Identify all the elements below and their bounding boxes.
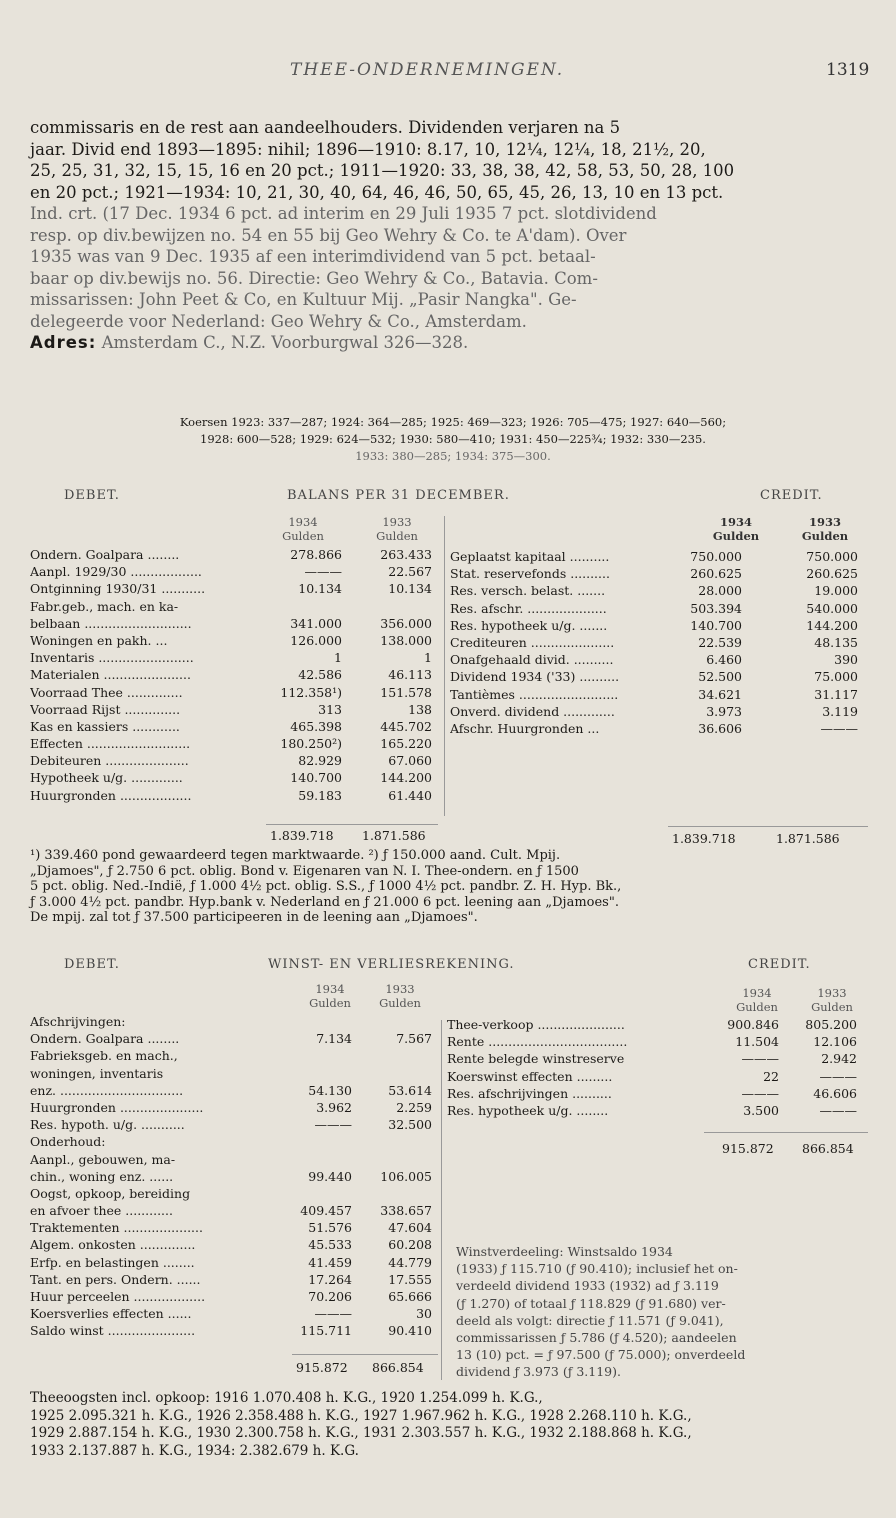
row-value-1933: 338.657 — [380, 1203, 432, 1219]
row-value-1933: 750.000 — [806, 549, 858, 564]
table-row — [447, 1085, 867, 1102]
row-value-1934: ——— — [314, 1117, 352, 1133]
row-label: Voorraad Rijst .............. — [30, 701, 181, 717]
pl-debit-col-1933: 1933 Gulden — [379, 982, 421, 1010]
row-value-1933: 60.208 — [388, 1237, 432, 1253]
row-label: Algem. onkosten .............. — [30, 1237, 196, 1253]
balance-footnotes — [30, 848, 878, 926]
balance-debit-col-1934: 1934 Gulden — [282, 515, 324, 543]
row-label: Effecten .......................... — [30, 736, 191, 752]
row-label: Hypotheek u/g. ............. — [30, 770, 183, 786]
row-label: Res. afschr. .................... — [450, 600, 607, 616]
table-row — [447, 1102, 867, 1119]
row-value-1934: 45.533 — [308, 1237, 352, 1253]
row-label: Res. hypotheek u/g. ........ — [447, 1102, 609, 1118]
table-row — [30, 1013, 440, 1030]
table-row — [450, 548, 868, 565]
pl-debit-col-1934: 1934 Gulden — [309, 982, 351, 1010]
para-line: missarissen: John Peet & Co, en Kultuur Mij. „Pasir Nangka". Ge- — [30, 290, 577, 309]
row-label: Inventaris ........................ — [30, 650, 194, 666]
table-row — [450, 565, 868, 582]
row-label: Materialen ...................... — [30, 667, 191, 683]
row-label: enz. ............................... — [30, 1082, 184, 1098]
para-line: 25, 25, 31, 32, 15, 15, 16 en 20 pct.; 1911—1920: 33, 38, 38, 42, 58, 53, 50, 28, 100 — [30, 161, 735, 180]
table-row — [30, 1185, 440, 1202]
table-row — [30, 752, 440, 769]
row-value-1933: 46.113 — [388, 667, 432, 683]
row-value-1934: 22.539 — [698, 634, 742, 650]
pl-credit-rule — [704, 1132, 868, 1133]
table-row — [30, 769, 440, 786]
row-value-1933: 3.119 — [822, 703, 858, 719]
row-label: Oogst, opkoop, bereiding — [30, 1185, 191, 1201]
table-row — [30, 580, 440, 597]
row-label: Res. versch. belast. ....... — [450, 583, 606, 599]
row-value-1934: 70.206 — [308, 1289, 352, 1304]
harvest-line: 1925 2.095.321 h. K.G., 1926 2.358.488 h. K.G., 1927 1.967.962 h. K.G., 1928 2.268.110 h. K.G., — [30, 1407, 692, 1424]
row-value-1934: 140.700 — [690, 617, 742, 633]
distribution-line: deeld als volgt: directie ƒ 11.571 (ƒ 9.041), — [456, 1312, 724, 1328]
pl-title: WINST- EN VERLIESREKENING. — [268, 957, 515, 972]
address-label: Adres: — [30, 333, 97, 352]
harvest-line: 1933 2.137.887 h. K.G., 1934: 2.382.679 h. K.G. — [30, 1442, 359, 1459]
row-label: Fabr.geb., mach. en ka- — [30, 598, 179, 614]
distribution-line: verdeeld dividend 1933 (1932) ad ƒ 3.119 — [456, 1278, 719, 1294]
row-label: Traktementen .................... — [30, 1220, 203, 1236]
table-row — [30, 1305, 440, 1322]
table-row — [450, 651, 868, 668]
prices-line: 1928: 600—528; 1929: 624—532; 1930: 580—410; 1931: 450—225¾; 1932: 330—235. — [200, 432, 706, 446]
table-row — [30, 1219, 440, 1236]
row-value-1933: 263.433 — [380, 547, 432, 562]
table-row — [30, 1322, 440, 1339]
row-value-1933: 540.000 — [806, 600, 858, 616]
row-value-1933: 12.106 — [813, 1034, 857, 1050]
row-value-1933: 144.200 — [380, 770, 432, 786]
balance-credit-rule — [668, 826, 868, 827]
table-row — [30, 1030, 440, 1047]
table-row — [30, 684, 440, 701]
table-row — [30, 598, 440, 615]
balance-divider — [444, 516, 445, 816]
table-row — [30, 1236, 440, 1253]
row-value-1933: 53.614 — [388, 1082, 432, 1098]
harvest-line: Theeoogsten incl. opkoop: 1916 1.070.408 h. K.G., 1920 1.254.099 h. K.G., — [30, 1390, 543, 1406]
row-value-1934: 140.700 — [290, 770, 342, 786]
pl-credit-total-1933: 866.854 — [802, 1141, 854, 1156]
running-title: THEE-ONDERNEMINGEN. — [290, 60, 565, 80]
row-value-1933: 17.555 — [388, 1271, 432, 1287]
page-header — [0, 60, 896, 88]
row-value-1933: 2.942 — [821, 1051, 857, 1067]
row-value-1933: 10.134 — [388, 581, 432, 597]
table-row — [30, 1065, 440, 1082]
table-row — [30, 701, 440, 718]
table-row — [450, 600, 868, 617]
table-row — [447, 1016, 867, 1033]
footnote-line: 5 pct. oblig. Ned.-Indië, ƒ 1.000 4½ pct. oblig. S.S., ƒ 1000 4½ pct. pandbr. Z. H. Hyp. Bk., — [30, 879, 622, 894]
balance-debit-rule — [266, 824, 438, 825]
para-line: 1935 was van 9 Dec. 1935 af een interimdividend van 5 pct. betaal- — [30, 247, 596, 266]
row-label: Res. hypotheek u/g. ....... — [450, 617, 608, 633]
row-value-1934: 11.504 — [735, 1034, 779, 1050]
row-value-1934: 99.440 — [308, 1168, 352, 1184]
pl-debit-table — [30, 1013, 440, 1340]
row-value-1934: 3.500 — [743, 1102, 779, 1118]
row-value-1934: 36.606 — [698, 720, 742, 736]
row-value-1934: 28.000 — [698, 583, 742, 599]
row-value-1934: 1 — [334, 650, 342, 666]
page-number: 1319 — [826, 60, 870, 80]
row-value-1933: 260.625 — [806, 566, 858, 582]
row-value-1933: 390 — [834, 652, 858, 668]
table-row — [30, 1116, 440, 1133]
table-row — [30, 1082, 440, 1099]
balance-debit-table — [30, 546, 440, 804]
row-value-1933: 144.200 — [806, 617, 858, 633]
row-value-1934: 126.000 — [290, 632, 342, 648]
table-row — [447, 1050, 867, 1067]
row-value-1934: 82.929 — [298, 753, 342, 769]
prices-line: Koersen 1923: 337—287; 1924: 364—285; 1925: 469—323; 1926: 705—475; 1927: 640—560; — [179, 415, 727, 429]
row-value-1934: 52.500 — [698, 669, 742, 685]
row-value-1934: 42.586 — [298, 667, 342, 683]
footnote-line: „Djamoes", ƒ 2.750 6 pct. oblig. Bond v. Eigenaren van N. I. Thee-ondern. en ƒ 1500 — [30, 863, 579, 879]
row-value-1934: ——— — [304, 564, 342, 580]
table-row — [30, 718, 440, 735]
pl-credit-label: CREDIT. — [748, 957, 811, 972]
balance-debit-col-1933: 1933 Gulden — [376, 515, 418, 543]
row-value-1934: 115.711 — [300, 1323, 352, 1339]
row-value-1934: 7.134 — [316, 1031, 352, 1047]
row-label: Aanpl. 1929/30 .................. — [30, 564, 202, 580]
row-value-1933: 356.000 — [380, 615, 432, 631]
row-value-1933: 805.200 — [805, 1017, 857, 1032]
row-label: Onafgehaald divid. .......... — [450, 652, 614, 668]
row-value-1934: 17.264 — [308, 1271, 352, 1287]
table-row — [30, 1271, 440, 1288]
row-value-1933: ——— — [819, 1102, 857, 1118]
row-value-1933: 32.500 — [388, 1117, 432, 1133]
table-row — [30, 632, 440, 649]
row-value-1933: 48.135 — [814, 634, 858, 650]
row-label: Koersverlies effecten ...... — [30, 1306, 192, 1322]
balance-credit-col-1933: 1933 Gulden — [801, 515, 849, 543]
table-row — [30, 1133, 440, 1150]
row-value-1934: 341.000 — [290, 615, 342, 631]
row-label: Aanpl., gebouwen, ma- — [30, 1151, 176, 1167]
row-label: Onderhoud: — [30, 1134, 106, 1150]
address-text: Amsterdam C., N.Z. Voorburgwal 326—328. — [101, 333, 469, 352]
table-row — [30, 649, 440, 666]
table-row — [450, 617, 868, 634]
row-value-1934: ——— — [741, 1051, 779, 1067]
row-label: Ondern. Goalpara ........ — [30, 547, 180, 562]
balance-credit-col-1934: 1934 Gulden — [712, 515, 760, 543]
pl-debet-label: DEBET. — [64, 957, 120, 972]
table-row — [450, 668, 868, 685]
para-line: baar op div.bewijs no. 56. Directie: Geo Wehry & Co., Batavia. Com- — [30, 268, 598, 288]
row-value-1934: 59.183 — [298, 787, 342, 803]
row-label: Ontginning 1930/31 ........... — [30, 581, 206, 597]
row-value-1934: 41.459 — [308, 1254, 352, 1270]
row-label: Ondern. Goalpara ........ — [30, 1031, 180, 1047]
pl-debit-total-1934: 915.872 — [296, 1360, 348, 1375]
table-row — [447, 1033, 867, 1050]
tea-harvests — [30, 1390, 878, 1460]
share-prices — [48, 414, 858, 465]
row-label: belbaan ........................... — [30, 615, 192, 631]
row-label: Res. afschrijvingen .......... — [447, 1085, 612, 1101]
row-value-1933: 138 — [408, 701, 432, 717]
table-row — [30, 1202, 440, 1219]
row-label: Tantièmes ......................... — [450, 686, 619, 702]
table-row — [30, 1047, 440, 1064]
row-value-1934: 750.000 — [690, 549, 742, 564]
distribution-line: dividend ƒ 3.973 (ƒ 3.119). — [456, 1364, 621, 1380]
row-label: Rente belegde winstreserve — [447, 1051, 625, 1067]
table-row — [30, 735, 440, 752]
distribution-line: (1933) ƒ 115.710 (ƒ 90.410); inclusief het on- — [456, 1261, 738, 1277]
table-row — [447, 1068, 867, 1085]
address-line — [30, 332, 870, 354]
table-row — [450, 720, 868, 737]
balance-credit-label: CREDIT. — [760, 488, 823, 503]
row-label: Huur perceelen .................. — [30, 1289, 206, 1304]
balance-credit-total-1933: 1.871.586 — [776, 831, 840, 846]
row-value-1933: 165.220 — [380, 736, 432, 752]
table-row — [30, 615, 440, 632]
row-value-1934: 3.962 — [316, 1099, 352, 1115]
row-value-1934: 112.358¹) — [280, 684, 342, 700]
footnote-line: ¹) 339.460 pond gewaardeerd tegen marktwaarde. ²) ƒ 150.000 aand. Cult. Mpij. — [30, 848, 561, 863]
footnote-line: ƒ 3.000 4½ pct. pandbr. Hyp.bank v. Nederland en ƒ 21.000 6 pct. leening aan „Djamoes". — [30, 894, 619, 910]
table-row — [30, 1099, 440, 1116]
row-label: Koerswinst effecten ......... — [447, 1068, 613, 1084]
table-row — [450, 703, 868, 720]
row-value-1933: 106.005 — [380, 1168, 432, 1184]
row-value-1934: 313 — [318, 701, 342, 717]
row-label: Res. hypoth. u/g. ........... — [30, 1117, 185, 1133]
pl-credit-col-1933: 1933 Gulden — [811, 986, 853, 1014]
balance-debit-total-1934: 1.839.718 — [270, 828, 334, 843]
row-value-1933: ——— — [819, 1068, 857, 1084]
profit-distribution — [456, 1243, 876, 1381]
row-value-1933: 138.000 — [380, 632, 432, 648]
row-label: Afschrijvingen: — [30, 1014, 126, 1029]
row-value-1934: 22 — [763, 1068, 779, 1084]
row-value-1933: 30 — [416, 1306, 432, 1322]
pl-credit-col-1934: 1934 Gulden — [736, 986, 778, 1014]
row-value-1934: 54.130 — [308, 1082, 352, 1098]
row-value-1933: 44.779 — [388, 1254, 432, 1270]
row-label: Huurgronden ..................... — [30, 1099, 204, 1115]
row-value-1934: 260.625 — [690, 566, 742, 582]
table-row — [450, 634, 868, 651]
row-value-1933: 47.604 — [388, 1220, 432, 1236]
row-label: Woningen en pakh. ... — [30, 632, 168, 648]
prices-line: 1933: 380—285; 1934: 375—300. — [355, 449, 551, 463]
table-row — [30, 546, 440, 563]
row-value-1934: 180.250²) — [280, 736, 342, 752]
row-value-1933: 2.259 — [396, 1099, 432, 1115]
pl-debit-total-1933: 866.854 — [372, 1360, 424, 1375]
pl-divider — [441, 1020, 442, 1380]
harvest-line: 1929 2.887.154 h. K.G., 1930 2.300.758 h. K.G., 1931 2.303.557 h. K.G., 1932 2.188.868 h. K.G., — [30, 1425, 692, 1441]
row-label: Kas en kassiers ............ — [30, 718, 180, 734]
row-value-1934: ——— — [741, 1085, 779, 1101]
row-value-1933: 1 — [424, 650, 432, 666]
row-value-1933: 65.666 — [388, 1289, 432, 1304]
row-value-1934: 900.846 — [727, 1017, 779, 1032]
distribution-line: commissarissen ƒ 5.786 (ƒ 4.520); aandeelen — [456, 1330, 737, 1346]
row-label: Crediteuren ..................... — [450, 634, 615, 650]
table-row — [30, 563, 440, 580]
para-line: Ind. crt. (17 Dec. 1934 6 pct. ad interim en 29 Juli 1935 7 pct. slotdividend — [30, 204, 657, 223]
para-line: en 20 pct.; 1921—1934: 10, 21, 30, 40, 64, 46, 46, 50, 65, 45, 26, 13, 10 en 13 pct. — [30, 182, 724, 202]
balance-debet-label: DEBET. — [64, 488, 120, 503]
row-value-1933: ——— — [820, 720, 858, 736]
balance-title: BALANS PER 31 DECEMBER. — [287, 488, 510, 503]
row-value-1933: 7.567 — [396, 1031, 432, 1047]
row-value-1933: 67.060 — [388, 753, 432, 769]
pl-debit-rule — [292, 1354, 438, 1355]
row-label: Tant. en pers. Ondern. ...... — [30, 1271, 201, 1287]
table-row — [30, 666, 440, 683]
row-label: Thee-verkoop ...................... — [447, 1017, 625, 1032]
table-row — [30, 787, 440, 804]
row-label: Huurgronden .................. — [30, 787, 192, 803]
footnote-line: De mpij. zal tot ƒ 37.500 participeeren in de leening aan „Djamoes". — [30, 910, 478, 925]
row-value-1933: 445.702 — [380, 718, 432, 734]
row-label: Stat. reservefonds .......... — [450, 566, 610, 582]
row-label: Rente ................................... — [447, 1034, 628, 1050]
row-value-1934: 6.460 — [706, 652, 742, 668]
balance-credit-table — [450, 548, 868, 737]
table-row — [30, 1151, 440, 1168]
row-value-1933: 61.440 — [388, 787, 432, 803]
row-label: Fabrieksgeb. en mach., — [30, 1048, 178, 1064]
row-value-1934: 34.621 — [698, 686, 742, 702]
para-line: delegeerde voor Nederland: Geo Wehry & Co., Amsterdam. — [30, 311, 527, 331]
pl-credit-total-1934: 915.872 — [722, 1141, 774, 1156]
distribution-line: (ƒ 1.270) of totaal ƒ 118.829 (ƒ 91.680) ver- — [456, 1295, 726, 1311]
row-value-1933: 151.578 — [380, 684, 432, 700]
row-value-1934: 465.398 — [290, 718, 342, 734]
row-value-1933: 31.117 — [814, 686, 858, 702]
para-line: resp. op div.bewijzen no. 54 en 55 bij Geo Wehry & Co. te A'dam). Over — [30, 225, 627, 245]
row-label: Afschr. Huurgronden ... — [450, 720, 600, 736]
row-label: Saldo winst ...................... — [30, 1323, 196, 1339]
company-paragraph — [30, 117, 870, 354]
pl-credit-table — [447, 1016, 867, 1119]
row-value-1933: 90.410 — [388, 1323, 432, 1339]
row-label: Dividend 1934 ('33) .......... — [450, 669, 620, 685]
row-value-1934: 51.576 — [308, 1220, 352, 1236]
row-value-1933: 22.567 — [388, 564, 432, 580]
para-line: commissaris en de rest aan aandeelhouders. Dividenden verjaren na 5 — [30, 118, 621, 137]
table-row — [450, 686, 868, 703]
row-value-1934: 503.394 — [690, 600, 742, 616]
row-label: Geplaatst kapitaal .......... — [450, 549, 610, 564]
row-label: Voorraad Thee .............. — [30, 684, 183, 700]
row-value-1934: 3.973 — [706, 703, 742, 719]
table-row — [30, 1168, 440, 1185]
row-value-1934: 278.866 — [290, 547, 342, 562]
row-label: Onverd. dividend ............. — [450, 703, 615, 719]
row-value-1934: 10.134 — [298, 581, 342, 597]
para-line: jaar. Divid end 1893—1895: nihil; 1896—1910: 8.17, 10, 12¼, 12¼, 18, 21½, 20, — [30, 139, 706, 159]
row-label: Debiteuren ..................... — [30, 753, 189, 769]
row-value-1933: 46.606 — [813, 1085, 857, 1101]
row-value-1934: ——— — [314, 1306, 352, 1322]
row-value-1933: 19.000 — [814, 583, 858, 599]
distribution-line: 13 (10) pct. = ƒ 97.500 (ƒ 75.000); onverdeeld — [456, 1347, 746, 1363]
distribution-line: Winstverdeeling: Winstsaldo 1934 — [456, 1244, 673, 1259]
table-row — [30, 1288, 440, 1305]
row-label: en afvoer thee ............ — [30, 1203, 173, 1219]
table-row — [30, 1254, 440, 1271]
row-value-1934: 409.457 — [300, 1203, 352, 1219]
row-label: chin., woning enz. ...... — [30, 1168, 174, 1184]
row-value-1933: 75.000 — [814, 669, 858, 685]
balance-credit-total-1934: 1.839.718 — [672, 831, 736, 846]
balance-debit-total-1933: 1.871.586 — [362, 828, 426, 843]
row-label: Erfp. en belastingen ........ — [30, 1254, 195, 1270]
table-row — [450, 582, 868, 599]
row-label: woningen, inventaris — [30, 1065, 164, 1081]
